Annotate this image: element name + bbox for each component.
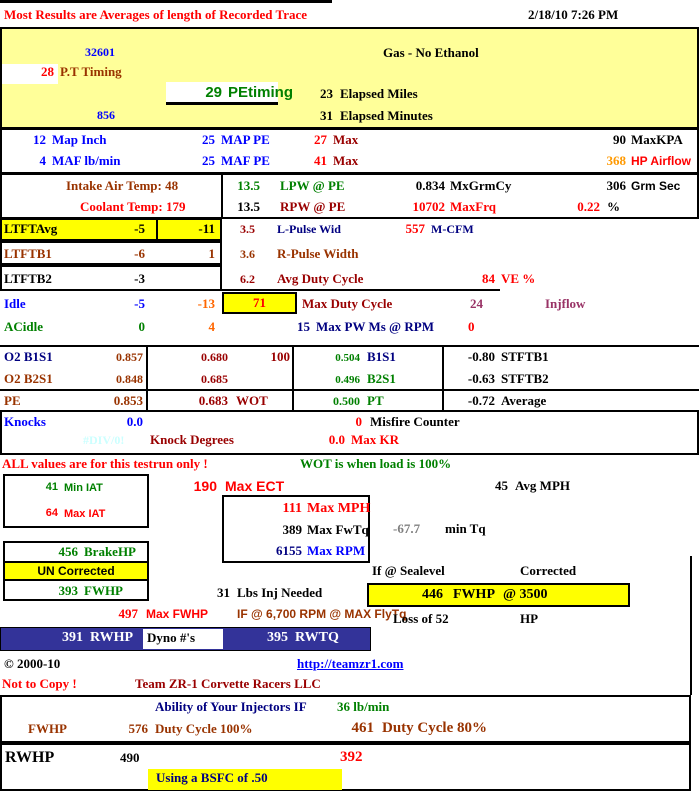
maxpw-label: Max PW Ms @ RPM [316, 319, 434, 334]
cell-rpm-peak: 32601 [85, 45, 115, 59]
max-mph-value: 111 [282, 501, 302, 516]
duty80-value: 461 [351, 720, 374, 736]
o2-pt-value: 0.500 [333, 394, 360, 408]
maxpw-rpm: 0 [468, 319, 475, 334]
min-iat-value: 41 [45, 481, 58, 493]
max-iat-label: Max IAT [64, 508, 106, 520]
intake-air-temp: Intake Air Temp: 48 [66, 178, 179, 193]
pt-timing-value: 28 [41, 64, 54, 79]
maxkr-label: Max KR [351, 432, 400, 447]
o2-grid-v1 [146, 345, 148, 410]
hp-airflow-label: HP Airflow [631, 154, 692, 168]
pt-timing-label: P.T Timing [60, 64, 122, 79]
map-pe-label: MAP PE [221, 132, 270, 147]
stft-avg-value: -0.72 [467, 393, 495, 408]
knock-degrees-label: Knock Degrees [150, 432, 234, 447]
pe-timing-value: 29 [205, 84, 222, 101]
lpw-value: 13.5 [237, 178, 260, 193]
stftb2-value: -0.63 [467, 371, 495, 386]
o2-wot-label: WOT [236, 393, 268, 408]
max-fwhp-label: Max FWHP [146, 607, 209, 621]
wot-note: WOT is when load is 100% [300, 456, 452, 471]
company-name: Team ZR-1 Corvette Racers LLC [135, 676, 321, 691]
cell-trace-count: 856 [97, 108, 115, 122]
duty100-value: 576 [128, 721, 148, 736]
o2-b2s1-mid-label: B2S1 [367, 371, 396, 386]
injflow-label: Injflow [545, 296, 586, 311]
maxduty-value: 71 [253, 295, 266, 310]
rwhp-label: RWHP [90, 630, 134, 645]
maf-pe-label: MAF PE [221, 153, 270, 168]
max-rpm-value: 6155 [276, 543, 302, 558]
uncorrected-label: UN Corrected [37, 564, 115, 578]
knocks-label: Knocks [4, 414, 46, 429]
map-pe-value: 25 [202, 132, 215, 147]
rpulse-value: 3.6 [240, 247, 255, 261]
injector-fwhp-label: FWHP [28, 721, 67, 736]
disclaimer-note: ALL values are for this testrun only ! [2, 456, 208, 471]
ltftavg-divider [156, 218, 158, 241]
o2-b1s1-value: 0.857 [116, 350, 143, 364]
lpulse-value: 3.5 [240, 222, 255, 236]
coolant-temp: Coolant Temp: 179 [80, 199, 186, 214]
max-ect-label: Max ECT [225, 478, 285, 494]
elapsed-minutes-value: 31 [320, 108, 333, 123]
lpulse-label: L-Pulse Wid [277, 222, 341, 236]
injector-flow: 36 lb/min [337, 699, 390, 714]
maf-max-value: 41 [314, 153, 327, 168]
mxgrmcy-label: MxGrmCy [450, 178, 512, 193]
injflow-value: 24 [470, 296, 483, 311]
map-max-value: 27 [314, 132, 327, 147]
ltftavg-label: LTFTAvg [4, 221, 58, 236]
maxduty-label: Max Duty Cycle [302, 296, 393, 311]
duty100-label: Duty Cycle 100% [155, 721, 253, 736]
fwhp-label: FWHP [84, 583, 123, 598]
idle-v2: -13 [197, 296, 215, 311]
datetime: 2/18/10 7:26 PM [528, 7, 619, 22]
stftb1-label: STFTB1 [501, 349, 549, 364]
rpw-value: 13.5 [237, 199, 260, 214]
map-inch-value: 12 [33, 132, 46, 147]
acidle-v2: 4 [208, 319, 215, 334]
maxkpa-label: MaxKPA [631, 132, 683, 147]
rwhp-value: 391 [62, 630, 83, 645]
ltftavg-b2: -11 [198, 221, 215, 236]
pct-label: % [607, 199, 620, 214]
top-border [0, 0, 332, 3]
misfire-value: 0 [355, 414, 362, 429]
o2-pe-label: PE [4, 393, 21, 408]
rwtq-label: RWTQ [295, 630, 339, 645]
brakehp-label: BrakeHP [84, 544, 136, 559]
o2-b2s1-mid: 0.496 [335, 374, 360, 386]
stftb1-value: -0.80 [467, 349, 495, 364]
loss-unit: HP [520, 611, 539, 626]
sealevel-fwhp-value: 446 [422, 587, 443, 602]
o2-b1s1-mid-label: B1S1 [367, 349, 396, 364]
right-edge-line [690, 556, 692, 695]
dyno-tag: Dyno #'s [147, 630, 196, 645]
ve-label: VE % [501, 271, 536, 286]
maf-pe-value: 25 [202, 153, 215, 168]
max-mph-label: Max MPH [307, 501, 371, 516]
o2-b2s1-label: O2 B2S1 [4, 371, 53, 386]
sealevel-header: If @ Sealevel [372, 563, 445, 578]
o2-b2s1-value: 0.848 [116, 372, 143, 386]
min-tq-value: -67.7 [393, 521, 421, 536]
max-fwtq-label: Max FwTq [307, 522, 369, 537]
o2-b1s1-mid: 0.504 [335, 352, 360, 364]
injector-rwhp-label: RWHP [5, 749, 55, 766]
knocks-value: 0.0 [126, 414, 143, 429]
rwtq-value: 395 [267, 630, 288, 645]
o2-grid-v3 [442, 345, 444, 410]
mcfm-label: M-CFM [431, 222, 474, 236]
max-fwtq-value: 389 [282, 522, 302, 537]
o2-wot-value: 0.683 [198, 393, 228, 408]
avg-mph-label: Avg MPH [515, 478, 570, 493]
copyright: © 2000-10 [4, 656, 61, 671]
max-rpm-label: Max RPM [307, 543, 366, 558]
idle-row-topline [0, 289, 500, 291]
idle-label: Idle [4, 296, 26, 311]
website-link[interactable]: http://teamzr1.com [297, 656, 404, 671]
min-tq-label: min Tq [445, 521, 486, 536]
duty80-label: Duty Cycle 80% [382, 720, 487, 736]
map-inch-label: Map Inch [52, 132, 107, 147]
maxpw-value: 15 [297, 319, 310, 334]
mxgrmcy-value: 0.834 [415, 178, 445, 193]
grm-sec-value: 306 [606, 178, 626, 193]
sealevel-rpm-label: @ 3500 [503, 587, 548, 602]
pct-value: 0.22 [577, 199, 600, 214]
ltftb1-v2: 1 [208, 246, 215, 261]
lpw-label: LPW @ PE [280, 178, 345, 193]
avgduty-label: Avg Duty Cycle [277, 271, 364, 286]
grm-sec-label: Grm Sec [631, 179, 681, 193]
inj-needed-label: Lbs Inj Needed [237, 585, 323, 600]
o2-b1s1-label: O2 B1S1 [4, 349, 53, 364]
loss-label: Loss of 52 [393, 611, 449, 626]
min-iat-label: Min IAT [64, 482, 103, 494]
rpw-label: RPW @ PE [280, 199, 346, 214]
temps-divider [221, 173, 223, 219]
elapsed-miles-label: Elapsed Miles [340, 86, 418, 101]
ltftb1-v1: -6 [134, 246, 145, 261]
div-error-value: #DIV/0! [83, 433, 125, 447]
acidle-v1: 0 [138, 319, 145, 334]
brakehp-value: 456 [58, 544, 78, 559]
pe-timing-label: PEtiming [228, 84, 294, 101]
max-fwhp-value: 497 [118, 606, 138, 621]
fwhp-value: 393 [58, 583, 78, 598]
o2-grid-v2 [292, 345, 294, 410]
ltftavg-b1: -5 [134, 221, 145, 236]
maf-label: MAF lb/min [52, 153, 121, 168]
maxkpa-value: 90 [613, 132, 626, 147]
maxkr-value: 0.0 [328, 432, 345, 447]
sealevel-fwhp-label: FWHP [453, 587, 495, 602]
corrected-header: Corrected [520, 563, 577, 578]
o2-b1s1-pe: 0.680 [201, 350, 228, 364]
elapsed-miles-value: 23 [320, 86, 333, 101]
stft-avg-label: Average [501, 393, 547, 408]
rwhp-80-value: 392 [340, 749, 363, 765]
rpulse-label: R-Pulse Width [277, 246, 359, 261]
elapsed-minutes-label: Elapsed Minutes [340, 108, 433, 123]
o2-grid-mid [0, 389, 699, 391]
idle-v1: -5 [134, 296, 145, 311]
misfire-label: Misfire Counter [370, 414, 460, 429]
max-ect-value: 190 [193, 478, 217, 494]
o2-b2s1-pe: 0.685 [201, 372, 228, 386]
o2-pt-label: PT [367, 393, 384, 408]
mcfm-value: 557 [405, 221, 425, 236]
cell-fuel-type: Gas - No Ethanol [383, 45, 479, 60]
maxfrq-label: MaxFrq [450, 199, 496, 214]
rwhp-100-value: 490 [120, 750, 140, 765]
ltftb2-label: LTFTB2 [4, 271, 52, 286]
hp-airflow-value: 368 [606, 153, 626, 168]
map-max-label: Max [333, 132, 359, 147]
trace-note: Most Results are Averages of length of Recorded Trace [4, 7, 308, 22]
ltftb1-label: LTFTB1 [4, 246, 52, 261]
bsfc-note: Using a BSFC of .50 [156, 770, 268, 785]
inj-needed-value: 31 [217, 585, 230, 600]
ltftb2-v1: -3 [134, 271, 145, 286]
max-iat-value: 64 [45, 507, 58, 519]
maxfrq-value: 10702 [412, 199, 445, 214]
max-fwhp-condition: IF @ 6,700 RPM @ MAX FlyTq [237, 607, 407, 621]
o2-load: 100 [270, 349, 290, 364]
copy-notice: Not to Copy ! [2, 676, 77, 691]
maf-value: 4 [39, 153, 46, 168]
o2-pe-value: 0.853 [113, 393, 143, 408]
ve-value: 84 [482, 271, 495, 286]
avgduty-value: 6.2 [240, 272, 255, 286]
o2-grid-top [0, 345, 699, 347]
maf-max-label: Max [333, 153, 359, 168]
injector-title: Ability of Your Injectors IF [155, 699, 307, 714]
avg-mph-value: 45 [495, 478, 508, 493]
acidle-label: ACidle [4, 319, 43, 334]
stftb2-label: STFTB2 [501, 371, 549, 386]
